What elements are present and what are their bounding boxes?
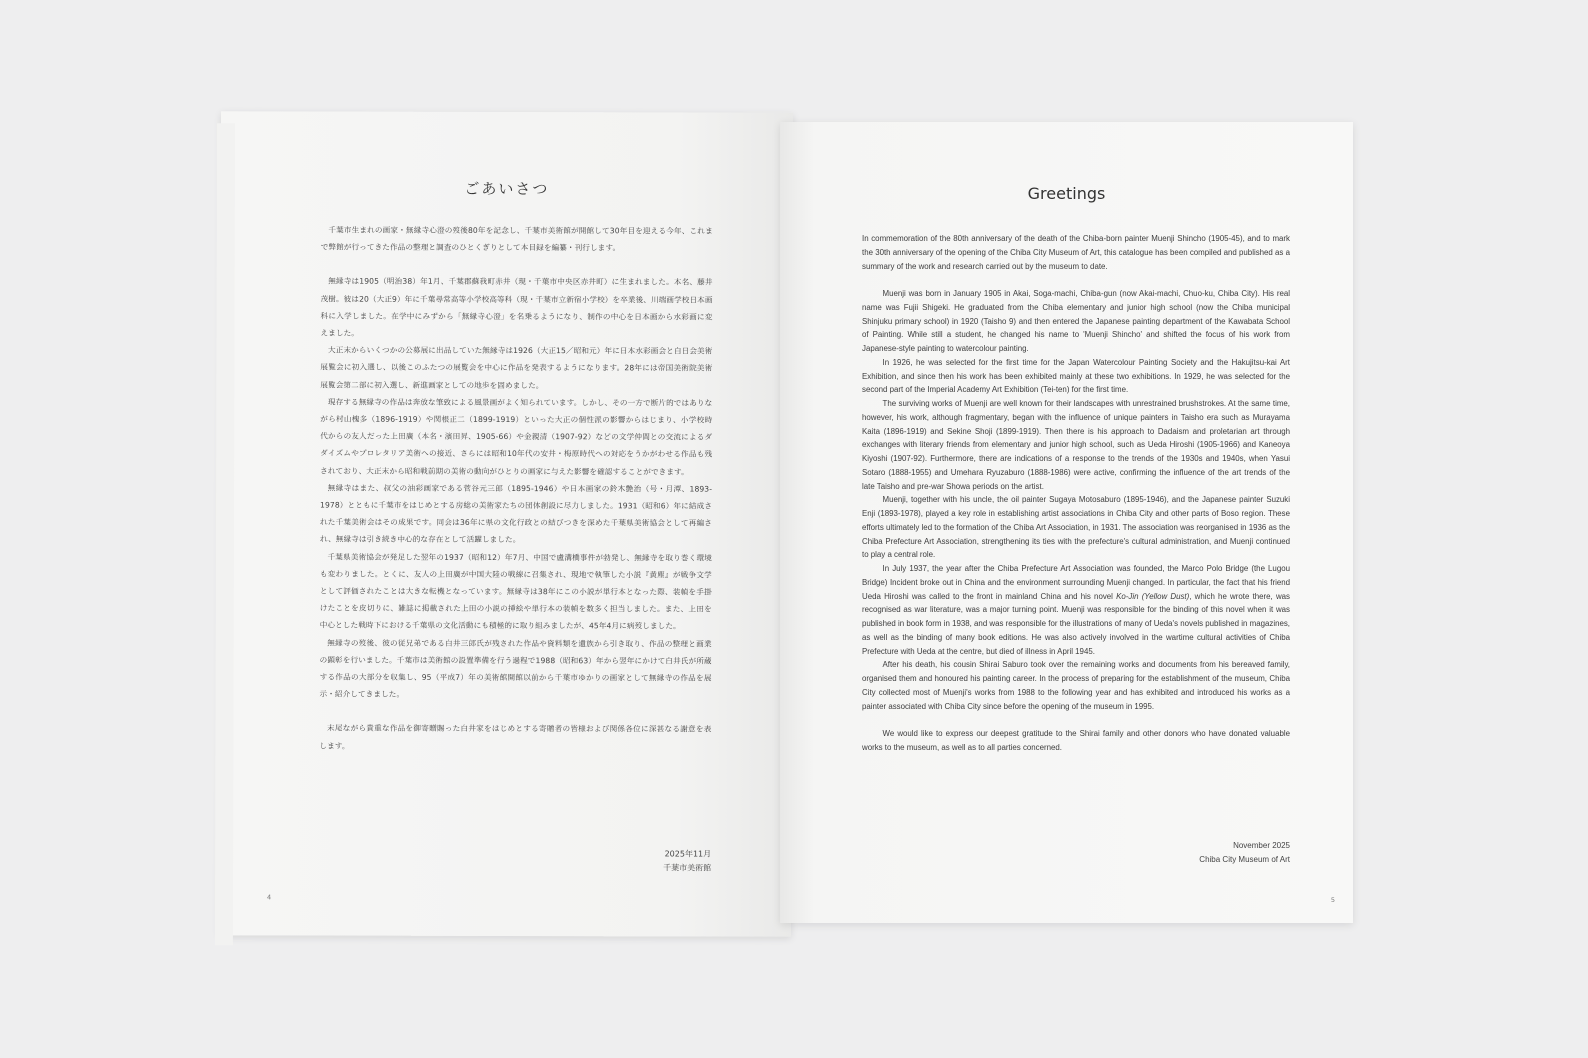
jp-paragraph: 末尾ながら貴重な作品を御寄贈賜った白井家をはじめとする寄贈者の皆様および関係各位に深甚なる謝意を表します。	[319, 724, 712, 751]
left-signature-block	[663, 847, 711, 875]
page-title-japanese: ごあいさつ	[464, 179, 550, 199]
en-paragraph: In 1926, he was selected for the first time for the Japan Watercolour Painting Society and the Hakujitsu-kai Art Exhibition, and since then his work has been exhibited mainly at these two exhibitions. In 1929, he was selected for the second part of the Imperial Academy Art Exhibition (Tei-ten) for the first time.	[862, 357, 1290, 395]
jp-paragraph: 現存する無縁寺の作品は奔放な筆致による風景画がよく知られています。しかし、その一方で断片的ではありながら村山槐多（1896-1919）や関根正二（1899-1919）といった大正の個性派の影響からはじまり、小学校時代からの友人だった上田廣（本名・濱田昇、1905-66）や金親清（1907-92）などの文学仲間との交流によるダダイズムやプロレタリア美術への接近、さらには昭和10年代の安井・梅原時代への対応をうかがわせる作品も残されており、大正末から昭和戦前期の美術の動向がひとりの画家に与えた影響を確認することができます。	[320, 397, 713, 477]
en-paragraph: Muenji was born in January 1905 in Akai, Soga-machi, Chiba-gun (now Akai-machi, Chuo-ku, Chiba City). His real name was Fujii Shigeki. He graduated from the Chiba elementary and junior high school (now the Chiba municipal Shinjuku primary school) in 1920 (Taisho 9) and then entered the Japanese painting department of the Kawabata School of Painting. While still a student, he changed his name to 'Muenji Shincho' and shifted the focus of his work from Japanese-style painting to watercolour painting.	[862, 289, 1290, 353]
en-text: , which he wrote there, was recognised as war literature, was a major turning point. Muenji was responsible for the binding of this novel when it was published in book form in 1938, and was responsible for the illustrations of many of Ueda's novels published in magazines, as well as the binding of many book editions. He was also actively involved in the wartime cultural activities of Chiba Prefecture with Ueda at the centre, but died of illness in April 1945.	[862, 591, 1290, 656]
left-page	[219, 111, 793, 936]
en-paragraph: We would like to express our deepest gratitude to the Shirai family and other donors who have donated valuable works to the museum, as well as to all parties concerned.	[862, 729, 1290, 752]
page-number-left: 4	[267, 893, 272, 902]
jp-paragraph: 千葉市生まれの画家・無縁寺心澄の歿後80年を記念し、千葉市美術館が開館して30年目を迎える今年、これまで弊館が行ってきた作品の整理と調査のひとくぎりとして本目録を編纂・刊行します。	[320, 225, 713, 253]
jp-paragraph: 大正末からいくつかの公募展に出品していた無縁寺は1926（大正15／昭和元）年に日本水彩画会と白日会美術展覧会に初入選し、以後このふたつの展覧会を中心に作品を発表するようになります。28年には帝国美術院美術展覧会第二部に初入選し、新進画家としての地歩を固めました。	[320, 345, 713, 390]
en-text: In July 1937, the year after the Chiba Prefecture Art Association was founded, the Marco Polo Bridge (the Lugou Bridge) Incident broke out in China and the environment surrounding Muenji changed. In particular, the fact that his friend Ueda Hiroshi was called to the front in mainland China and his novel	[862, 564, 1290, 601]
page-number-right: 5	[1330, 896, 1335, 904]
page-title-english: Greetings	[1027, 184, 1106, 203]
novel-title: Ko-Jin (Yellow Dust)	[1116, 591, 1190, 601]
signature-japanese: 千葉市美術館	[663, 863, 712, 873]
en-paragraph	[862, 562, 1290, 658]
signature-english: Chiba City Museum of Art	[1199, 855, 1290, 864]
en-paragraph: In commemoration of the 80th anniversary of the death of the Chiba-born painter Muenji Shincho (1905-45), and to mark the 30th anniversary of the opening of the Chiba City Museum of Art, this catalogue has been compiled and published as a summary of the work and research carried out by the museum to date.	[862, 234, 1290, 271]
date-english: November 2025	[1233, 841, 1290, 850]
en-paragraph: After his death, his cousin Shirai Saburo took over the remaining works and documents from his bereaved family, organised them and honoured his painting career. In the process of preparing for the establishment of the museum, Chiba City collected most of Muenji's works from 1988 to the following year and has exhibited and introduced his works as a painter associated with Chiba City since before the opening of the museum in 1995.	[862, 660, 1290, 711]
jp-paragraph: 無縁寺は1905（明治38）年1月、千葉郡蘇我町赤井（現・千葉市中央区赤井町）に生まれました。本名、藤井茂樹。彼は20（大正9）年に千葉尋常高等小学校高等科（現・千葉市立新宿小学校）を卒業後、川端画学校日本画科に入学しました。在学中にみずから「無縁寺心澄」を名乗るようになり、制作の中心を日本画から水彩画に変えました。	[320, 276, 713, 338]
right-signature-block	[1199, 839, 1290, 867]
japanese-body-text	[319, 222, 712, 756]
jp-paragraph: 無縁寺の歿後、彼の従兄弟である白井三郎氏が残された作品や資料類を遺族から引き取り、作品の整理と画業の顕彰を行いました。千葉市は美術館の設置準備を行う過程で1988（昭和63）年から翌年にかけて白井氏が所蔵する作品の大部分を収集し、95（平成7）年の美術館開館以前から千葉市ゆかりの画家として無縁寺の作品を展示・紹介してきました。	[319, 638, 712, 700]
right-page	[780, 122, 1353, 923]
en-paragraph: Muenji, together with his uncle, the oil painter Sugaya Motosaburo (1895-1946), and the Japanese painter Suzuki Enji (1893-1978), played a key role in establishing artist associations in Chiba City and other parts of Boso region. These efforts ultimately led to the formation of the Chiba Art Association, in 1931. The association was reorganised in 1936 as the Chiba Prefecture Art Association, strengthening its ties with the prefecture's cultural administration, and Muenji continued to play a central role.	[862, 495, 1290, 560]
en-paragraph: The surviving works of Muenji are well known for their landscapes with unrestrained brushstrokes. At the same time, however, his work, although fragmentary, began with the influence of unique painters in Taisho era such as Murayama Kaita (1896-1919) and Sekine Shoji (1899-1919). Then there is his approach to Dadaism and proletarian art through exchanges with literary friends from elementary and junior high school, such as Ueda Hiroshi (1905-1966) and Kaneoya Kiyoshi (1907-92). Furthermore, there are indications of a response to the trends of the 1930s and 1940s, when Yasui Sotaro (1888-1955) and Umehara Ryuzaburo (1888-1986) were active, confirming the influence of the art trends of the late Taisho and pre-war Showa periods on the artist.	[862, 399, 1290, 491]
jp-paragraph: 無縁寺はまた、叔父の油彩画家である菅谷元三郎（1895-1946）や日本画家の鈴木艶治（号・月潭、1893-1978）とともに千葉市をはじめとする房総の美術家たちの団体創設に尽力しました。1931（昭和6）年に結成された千葉美術会はその成果です。同会は36年に県の文化行政との結びつきを深めた千葉県美術協会として再編され、無縁寺は引き続き中心的な存在として活躍しました。	[319, 483, 713, 545]
date-japanese: 2025年11月	[664, 849, 712, 859]
jp-paragraph: 千葉県美術協会が発足した翌年の1937（昭和12）年7月、中国で盧溝橋事件が勃発し、無縁寺を取り巻く環境も変わりました。とくに、友人の上田廣が中国大陸の戦線に召集され、現地で執筆した小説『黄塵』が戦争文学として評価されたことは大きな転機となっています。無縁寺は38年にこの小説が単行本となった際、装幀を手掛けたことを皮切りに、雑誌に掲載された上田の小説の挿絵や単行本の装幀を数多く担当しました。また、上田を中心とした戦時下における千葉県の文化活動にも積極的に取り組みましたが、45年4月に病歿しました。	[319, 552, 712, 631]
english-body-text	[862, 232, 1290, 755]
